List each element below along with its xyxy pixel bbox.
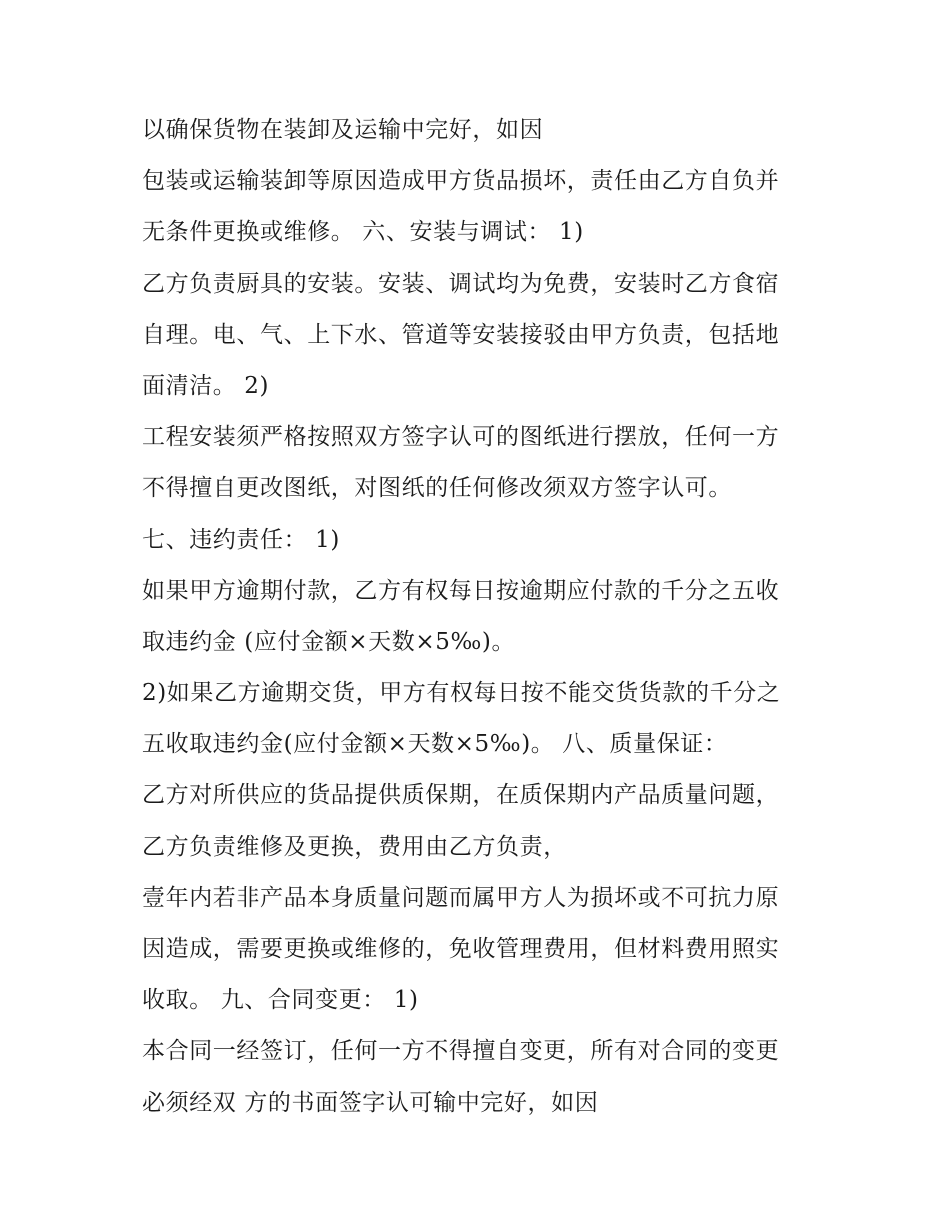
text-line: 以确保货物在装卸及运输中完好，如因 bbox=[142, 117, 544, 143]
text-line: 乙方负责厨具的安装。安装、调试均为免费，安装时乙方食宿 bbox=[142, 270, 780, 297]
text-line: 面清洁。 2) bbox=[142, 372, 270, 399]
contract-text bbox=[142, 110, 822, 1134]
text-line: 自理。电、气、上下水、管道等安装接驳由甲方负责，包括地 bbox=[142, 321, 780, 348]
text-line: 乙方对所供应的货品提供质保期，在质保期内产品质量问题， bbox=[142, 782, 780, 809]
text-line: 取违约金 (应付金额×天数×5‰)。 bbox=[142, 628, 516, 655]
text-line: 不得擅自更改图纸，对图纸的任何修改须双方签字认可。 bbox=[142, 475, 732, 502]
text-line: 收取。 九、合同变更： 1) bbox=[142, 987, 419, 1014]
text-line: 如果甲方逾期付款，乙方有权每日按逾期应付款的千分之五收 bbox=[142, 577, 780, 604]
text-line: 乙方负责维修及更换，费用由乙方负责， bbox=[142, 833, 567, 860]
text-line: 必须经双 方的书面签字认可输中完好，如因 bbox=[142, 1089, 599, 1116]
text-line: 无条件更换或维修。 六、安装与调试： 1) bbox=[142, 219, 584, 246]
text-line: 2)如果乙方逾期交货，甲方有权每日按不能交货货款的千分之 bbox=[142, 680, 781, 707]
text-line: 五收取违约金(应付金额×天数×5‰)。 八、质量保证： bbox=[142, 731, 728, 758]
text-line: 本合同一经签订，任何一方不得擅自变更，所有对合同的变更 bbox=[142, 1038, 780, 1065]
text-line: 壹年内若非产品本身质量问题而属甲方人为损坏或不可抗力原 bbox=[142, 884, 780, 911]
text-line: 工程安装须严格按照双方签字认可的图纸进行摆放，任何一方 bbox=[142, 424, 780, 451]
text-line: 包装或运输装卸等原因造成甲方货品损坏，责任由乙方自负并 bbox=[142, 168, 780, 195]
text-line: 因造成，需要更换或维修的，免收管理费用，但材料费用照实 bbox=[142, 936, 780, 962]
text-line: 七、违约责任： 1) bbox=[142, 526, 340, 553]
